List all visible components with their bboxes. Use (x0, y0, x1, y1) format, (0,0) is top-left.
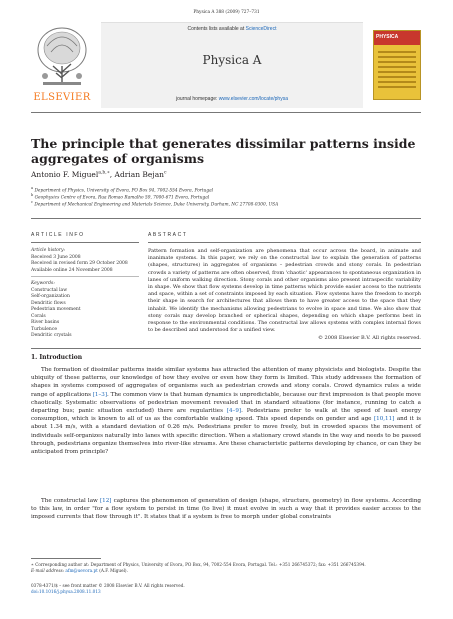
keyword[interactable]: Dendritic flows (31, 300, 66, 306)
abstract-rule (148, 242, 421, 243)
cover-decoration (378, 51, 416, 91)
contents-prefix: Contents lists available at (187, 26, 246, 32)
elsevier-wordmark: ELSEVIER (33, 92, 91, 103)
citation-link[interactable]: [4–9] (226, 408, 242, 415)
doi-link[interactable]: doi:10.1016/j.physa.2008.11.013 (31, 589, 101, 594)
citation-link[interactable]: [12] (100, 498, 112, 504)
author-affiliation-marker: c (164, 170, 167, 176)
journal-masthead (31, 22, 421, 108)
article-info-heading: ARTICLE INFO (31, 232, 85, 238)
journal-homepage (101, 96, 363, 102)
journal-cover-thumbnail (373, 30, 421, 100)
article-history (31, 248, 131, 274)
sciencedirect-link[interactable]: ScienceDirect (245, 26, 277, 32)
keywords-label: Keywords: (31, 281, 55, 286)
author-affiliation-marker: a,b,∗ (98, 170, 110, 176)
keyword[interactable]: Turbulence (31, 326, 58, 332)
journal-citation: Physica A 388 (2009) 727–731 (193, 10, 260, 15)
footnote-marker: ∗ (31, 562, 34, 567)
journal-header-band (101, 22, 363, 108)
introduction-heading: 1. Introduction (31, 354, 83, 361)
corresponding-author-footnote: ∗ Corresponding author at: Department of Physics, University of Evora, PO Box, 94, 7002-554 Evora, Portugal. Tel.: +351 266745372; fax: +351 266745394. E-mail address: afm@uevora.pt (A.F. Miguel). (31, 562, 366, 573)
keywords-rule (31, 276, 139, 277)
abstract-end-rule (31, 348, 421, 349)
contents-availability (101, 26, 363, 32)
citation-link[interactable]: [10,11] (373, 416, 395, 423)
history-label: Article history: (31, 248, 66, 253)
issn-block (31, 583, 421, 595)
abstract-text: Pattern formation and self-organization are phenomena that occur across the board, in animate and inanimate systems. In this paper, we rely on the constructal law to explain the generation of patterns (shapes, structures) in aggregates of organisms – pedestrian crowds and stony corals. In pedestrian crowds a variety of patterns are often observed, from 'chaotic' appearances to spontaneous organization in lanes of uniform walking direction. Stony corals and other organisms also present intraspecific variability in shape. We show that flow systems develop in time patterns which provide easier access to the nutrients and space, within a set of constraints imposed by each situation. Flow systems have the freedom to morph their shape in search for architectures that allows them to have greater access to the space that they inhabit. We identify the mechanisms allowing pedestrians to evolve in space and time. We also show that stony corals may develop branched or spherical shapes, depending on which shape performs best in response to the environmental conditions. The constructal law allows systems with complex internal flows to be described and understood for a unified view. (148, 248, 421, 334)
abstract-heading: ABSTRACT (148, 232, 188, 238)
keyword[interactable]: Constructal law (31, 287, 68, 293)
history-entry: Available online 24 November 2008 (31, 267, 113, 273)
author-name[interactable]: Adrian Bejan (114, 170, 164, 179)
issn-line: 0378-4371/$ – see front matter © 2008 Elsevier B.V. All rights reserved. (31, 583, 185, 588)
abstract-copyright: © 2008 Elsevier B.V. All rights reserved. (317, 335, 421, 341)
keyword[interactable]: Dendritic crystals (31, 333, 72, 338)
affiliation: $^b$ Geophysics Centre of Evora, Rua Romao Ramalho 59, 7000-671 Evora, Portugal (31, 193, 210, 201)
author-name[interactable]: Antonio F. Miguel (31, 170, 99, 179)
author-list: Antonio F. Miguel$^{a,b,∗}$, Adrian Bejan$^c$ (31, 170, 167, 179)
keyword[interactable]: River basins (31, 320, 60, 325)
footnote-rule (31, 558, 101, 559)
affiliation: $^c$ Department of Mechanical Engineering and Materials Science, Duke University, Durham, NC 27708-0300, USA (31, 200, 279, 208)
affiliation: $^a$ Department of Physics, University of Evora, PO Box 94, 7002-554 Evora, Portugal (31, 186, 214, 194)
homepage-link[interactable]: www.elsevier.com/locate/physa (218, 96, 288, 102)
info-rule (31, 242, 139, 243)
history-entry: Received in revised form 29 October 2008 (31, 261, 128, 266)
header-rule (31, 112, 421, 113)
affiliation-rule (31, 218, 421, 219)
introduction-paragraph-1: The formation of dissimilar patterns inside similar systems has attracted the attention of many physicists and biologists. Despite the ubiquity of these patterns, our knowledge of how they evolve or even how they form is limited. This study addresses the formation of shapes in systems composed of aggregates of organisms such as pedestrian crowds and stony corals. Crowd dynamics rules a wide range of applications [1–3]. The common view is that human dynamics is unpredictable, because our first impression is that people move chaotically. Systematic observations of pedestrian movement revealed that in standard situations (for instance, running to catch a departing bus; panic situation excluded) there are regularities [4–9]. Pedestrians prefer to walk at the speed of least energy consumption, which is known to all of us as the comfortable walking speed. This speed depends on gender and age [10,11] and it is about 1.34 m/s, with a standard deviation of 0.26 m/s. Pedestrians prefer to move freely, but in crowded spaces the movement of individuals self-organizes naturally into lanes with specific direction. When a stationary crowd stands in the way and needs to be passed through, pedestrians organize themselves into river-like streams. Are these characteristic patterns developing by chance, or can they be anticipated from principle? (31, 367, 421, 456)
citation-link[interactable]: [1–3] (92, 391, 108, 398)
cover-title: PHYSICA (376, 34, 399, 40)
keyword[interactable]: Self-organization (31, 294, 70, 299)
keyword[interactable]: Corals (31, 313, 46, 319)
history-entry: Received 3 June 2008 (31, 254, 81, 260)
journal-title: Physica A (202, 53, 262, 67)
keyword[interactable]: Pedestrian movement (31, 307, 81, 312)
introduction-paragraph-2: The constructal law [12] captures the phenomenon of generation of design (shape, structure, geometry) in flow systems. According to this law, in order "for a flow system to persist in time (to live) it must evolve in such a way that it provides easier access to the imposed currents that flow through it". It states that if a system is free to morph under global constraints (31, 498, 421, 521)
keywords-list (31, 281, 131, 340)
article-title: The principle that generates dissimilar patterns inside aggregates of organisms (31, 136, 416, 166)
email-link[interactable]: afm@uevora.pt (65, 568, 98, 573)
elsevier-tree-icon (31, 22, 93, 94)
homepage-prefix: journal homepage: (175, 96, 219, 102)
elsevier-logo (31, 22, 93, 108)
